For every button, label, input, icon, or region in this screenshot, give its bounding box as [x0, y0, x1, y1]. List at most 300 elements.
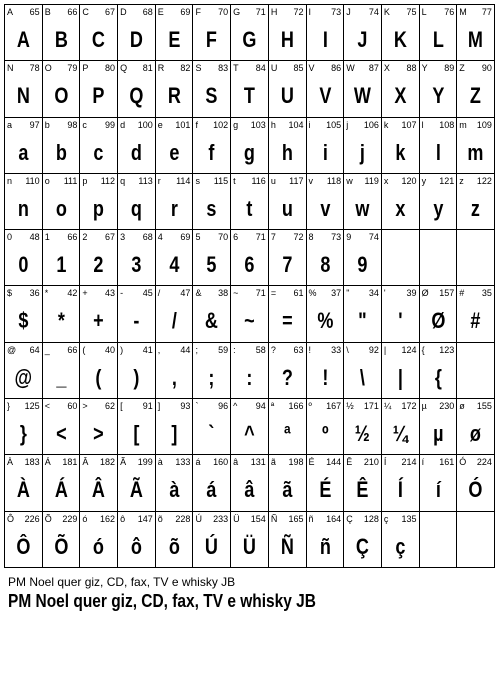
- glyph-code-label: 43: [105, 288, 116, 299]
- glyph-label: [195, 63, 228, 73]
- glyph-label: [82, 232, 115, 242]
- glyph-char-label: Õ: [44, 513, 52, 524]
- glyph-char-label: *: [44, 288, 49, 299]
- glyph-label: [45, 514, 78, 524]
- glyph-char-label: Ó: [459, 457, 467, 468]
- glyph-label: [195, 288, 228, 298]
- glyph-label: [384, 7, 417, 17]
- glyph-label: [233, 345, 266, 355]
- glyph-cell: [344, 230, 382, 286]
- glyph-cell: [307, 230, 345, 286]
- glyph-cell: [80, 399, 118, 455]
- glyph-cell: [382, 399, 420, 455]
- glyph-char-label: r: [157, 175, 161, 186]
- glyph-code-label: 79: [67, 63, 78, 74]
- glyph-label: [346, 176, 379, 186]
- glyph-cell: [269, 118, 307, 174]
- glyph-sample: 5: [206, 252, 217, 278]
- glyph-label: [271, 7, 304, 17]
- glyph-char-label: +: [82, 288, 88, 299]
- glyph-cell: [457, 512, 495, 568]
- glyph-code-label: 67: [105, 7, 116, 17]
- glyph-char-label: p: [82, 175, 88, 186]
- glyph-label: [459, 7, 492, 17]
- glyph-code-label: 88: [406, 63, 417, 74]
- glyph-code-label: 128: [363, 513, 379, 524]
- glyph-cell: [382, 5, 420, 61]
- glyph-label: [82, 176, 115, 186]
- glyph-row: [5, 286, 495, 342]
- glyph-code-label: 61: [293, 288, 304, 299]
- glyph-code-label: 85: [293, 63, 304, 74]
- glyph-sample: o: [55, 195, 67, 221]
- glyph-label: [158, 457, 191, 467]
- glyph-char-label: &: [195, 288, 202, 299]
- glyph-cell: [269, 455, 307, 511]
- glyph-label: [384, 345, 417, 355]
- glyph-cell: [231, 61, 269, 117]
- glyph-sample: ;: [208, 364, 215, 390]
- glyph-code-label: 82: [180, 63, 191, 74]
- glyph-code-label: 165: [288, 513, 304, 524]
- glyph-char-label: _: [44, 344, 50, 355]
- glyph-char-label: z: [459, 175, 464, 186]
- glyph-sample: µ: [432, 421, 444, 447]
- glyph-char-label: C: [82, 7, 89, 17]
- glyph-label: [346, 457, 379, 467]
- glyph-char-label: 2: [82, 232, 88, 243]
- glyph-cell: [156, 61, 194, 117]
- glyph-sample: i: [322, 139, 328, 165]
- glyph-sample: Õ: [54, 533, 69, 559]
- glyph-char-label: º: [308, 401, 312, 412]
- glyph-char-label: <: [44, 401, 50, 412]
- glyph-code-label: 80: [105, 63, 116, 74]
- glyph-cell: [420, 174, 458, 230]
- glyph-char-label: b: [44, 119, 50, 130]
- glyph-sample: Ü: [242, 533, 256, 559]
- glyph-label: [459, 176, 492, 186]
- glyph-cell: [231, 455, 269, 511]
- glyph-code-label: 115: [213, 175, 229, 186]
- glyph-label: [346, 232, 379, 242]
- glyph-sample: #: [470, 308, 481, 334]
- glyph-code-label: 72: [293, 232, 304, 243]
- glyph-char-label: y: [421, 175, 427, 186]
- glyph-label: [346, 514, 379, 524]
- glyph-sample: t: [246, 195, 253, 221]
- glyph-char-label: 8: [308, 232, 314, 243]
- glyph-sample: C: [92, 27, 106, 52]
- glyph-label: [195, 120, 228, 130]
- glyph-code-label: 92: [368, 344, 379, 355]
- glyph-code-label: 90: [481, 63, 492, 74]
- glyph-sample: u: [281, 195, 293, 221]
- glyph-char-label: t: [233, 175, 236, 186]
- glyph-cell: [5, 455, 43, 511]
- glyph-cell: [457, 174, 495, 230]
- glyph-sample: O: [54, 83, 69, 109]
- glyph-code-label: 107: [401, 119, 417, 130]
- glyph-code-label: 45: [142, 288, 153, 299]
- glyph-row: [5, 512, 495, 568]
- glyph-label: [7, 457, 40, 467]
- glyph-code-label: 66: [67, 344, 78, 355]
- glyph-label: [82, 514, 115, 524]
- glyph-code-label: 38: [218, 288, 229, 299]
- glyph-sample: -: [133, 308, 140, 334]
- glyph-char-label: >: [82, 401, 88, 412]
- glyph-sample: í: [435, 477, 441, 503]
- glyph-sample: }: [19, 421, 27, 447]
- glyph-char-label: X: [383, 63, 390, 74]
- glyph-label: [422, 176, 455, 186]
- glyph-row: [5, 399, 495, 455]
- glyph-code-label: 40: [105, 344, 116, 355]
- glyph-code-label: 73: [331, 7, 342, 17]
- glyph-row: [5, 118, 495, 174]
- glyph-cell: [118, 343, 156, 399]
- glyph-sample: N: [16, 83, 30, 109]
- glyph-code-label: 123: [439, 344, 455, 355]
- glyph-code-label: 106: [363, 119, 379, 130]
- glyph-cell: [382, 343, 420, 399]
- glyph-code-label: 66: [67, 232, 78, 243]
- glyph-char-label: ]: [157, 401, 161, 412]
- glyph-label: [158, 288, 191, 298]
- glyph-cell: [5, 286, 43, 342]
- glyph-code-label: 72: [293, 7, 304, 17]
- glyph-label: [271, 514, 304, 524]
- glyph-label: [384, 176, 417, 186]
- glyph-char-label: W: [346, 63, 355, 74]
- glyph-char-label: n: [7, 175, 13, 186]
- glyph-char-label: ,: [157, 344, 161, 355]
- glyph-code-label: 112: [100, 175, 116, 186]
- glyph-char-label: {: [421, 344, 425, 355]
- glyph-code-label: 65: [29, 7, 40, 17]
- glyph-sample: E: [168, 27, 181, 52]
- glyph-cell: [231, 174, 269, 230]
- glyph-code-label: 81: [142, 63, 153, 74]
- glyph-char-label: ~: [233, 288, 239, 299]
- glyph-label: [384, 514, 417, 524]
- glyph-cell: [382, 118, 420, 174]
- glyph-code-label: 71: [255, 288, 266, 299]
- glyph-label: [82, 288, 115, 298]
- glyph-sample: *: [57, 308, 65, 334]
- glyph-sample: <: [55, 421, 67, 447]
- glyph-sample: ^: [244, 421, 255, 447]
- glyph-char-label: w: [346, 175, 353, 186]
- glyph-label: [459, 401, 492, 411]
- glyph-code-label: 182: [100, 457, 116, 468]
- glyph-code-label: 154: [250, 513, 266, 524]
- glyph-sample: $: [18, 308, 29, 334]
- glyph-label: [158, 232, 191, 242]
- glyph-sample: +: [93, 308, 104, 334]
- glyph-cell: [457, 118, 495, 174]
- glyph-code-label: 167: [326, 401, 342, 412]
- glyph-cell: [80, 286, 118, 342]
- glyph-sample: 4: [169, 252, 180, 278]
- glyph-cell: [43, 230, 81, 286]
- glyph-label: [233, 288, 266, 298]
- glyph-sample: `: [208, 421, 215, 447]
- glyph-sample: Ñ: [280, 533, 294, 559]
- glyph-cell: [5, 512, 43, 568]
- glyph-code-label: 47: [180, 288, 191, 299]
- glyph-cell: [43, 174, 81, 230]
- glyph-code-label: 69: [180, 7, 191, 17]
- glyph-cell: [269, 286, 307, 342]
- glyph-label: [459, 120, 492, 130]
- glyph-cell: [5, 174, 43, 230]
- glyph-code-label: 76: [444, 7, 455, 17]
- glyph-cell: [118, 286, 156, 342]
- glyph-sample: Í: [397, 477, 403, 503]
- glyph-label: [271, 232, 304, 242]
- glyph-code-label: 66: [67, 7, 78, 17]
- glyph-char-label: e: [157, 119, 163, 130]
- glyph-label: [82, 120, 115, 130]
- glyph-code-label: 230: [439, 401, 455, 412]
- glyph-cell: [156, 343, 194, 399]
- glyph-label: [158, 401, 191, 411]
- glyph-cell: [5, 61, 43, 117]
- glyph-cell: [420, 399, 458, 455]
- glyph-label: [7, 232, 40, 242]
- glyph-char-label: B: [44, 7, 51, 17]
- glyph-code-label: 33: [331, 344, 342, 355]
- glyph-code-label: 84: [255, 63, 266, 74]
- glyph-cell: [118, 455, 156, 511]
- glyph-cell: [269, 5, 307, 61]
- glyph-char-label: ã: [270, 457, 276, 468]
- glyph-cell: [344, 174, 382, 230]
- glyph-char-label: Á: [44, 457, 51, 468]
- glyph-label: [120, 232, 153, 242]
- glyph-code-label: 144: [326, 457, 342, 468]
- glyph-sample: ó: [93, 533, 105, 559]
- glyph-label: [82, 457, 115, 467]
- glyph-sample: G: [242, 27, 257, 52]
- glyph-label: [195, 401, 228, 411]
- glyph-sample: 1: [56, 252, 67, 278]
- glyph-code-label: 67: [105, 232, 116, 243]
- glyph-char-label: ": [346, 288, 350, 299]
- glyph-char-label: 3: [120, 232, 126, 243]
- glyph-char-label: N: [7, 63, 14, 74]
- glyph-label: [7, 401, 40, 411]
- glyph-code-label: 224: [476, 457, 492, 468]
- glyph-cell: [43, 399, 81, 455]
- glyph-sample: Ô: [16, 533, 31, 559]
- glyph-cell: [156, 174, 194, 230]
- glyph-char-label: 5: [195, 232, 201, 243]
- glyph-label: [384, 288, 417, 298]
- glyph-char-label: Ú: [195, 513, 202, 524]
- glyph-char-label: ô: [120, 513, 126, 524]
- glyph-char-label: Ã: [120, 457, 127, 468]
- glyph-cell: [420, 61, 458, 117]
- glyph-cell: [269, 230, 307, 286]
- glyph-char-label: Í: [383, 457, 387, 468]
- glyph-label: [309, 514, 342, 524]
- glyph-sample: H: [280, 27, 294, 52]
- glyph-code-label: 91: [142, 401, 153, 412]
- glyph-label: [7, 514, 40, 524]
- glyph-sample: À: [16, 477, 30, 503]
- glyph-code-label: 70: [218, 232, 229, 243]
- glyph-label: [7, 176, 40, 186]
- glyph-cell: [43, 286, 81, 342]
- glyph-char-label: á: [195, 457, 201, 468]
- glyph-code-label: 155: [476, 401, 492, 412]
- glyph-char-label: ¼: [383, 401, 392, 412]
- glyph-sample: ç: [395, 533, 406, 559]
- glyph-sample: Q: [129, 83, 144, 109]
- glyph-sample: p: [93, 195, 105, 221]
- glyph-code-label: 229: [62, 513, 78, 524]
- glyph-label: [120, 401, 153, 411]
- glyph-code-label: 183: [24, 457, 40, 468]
- glyph-code-label: 103: [250, 119, 266, 130]
- glyph-sample: /: [171, 308, 177, 334]
- glyph-char-label: 9: [346, 232, 352, 243]
- glyph-char-label: Z: [459, 63, 465, 74]
- glyph-code-label: 62: [105, 401, 116, 412]
- glyph-cell: [307, 399, 345, 455]
- glyph-code-label: 109: [476, 119, 492, 130]
- glyph-cell: [457, 343, 495, 399]
- glyph-cell: [344, 5, 382, 61]
- glyph-char-label: l: [421, 119, 424, 130]
- glyph-label: [309, 232, 342, 242]
- glyph-sample: \: [360, 364, 366, 390]
- glyph-code-label: 166: [288, 401, 304, 412]
- glyph-cell: [156, 399, 194, 455]
- glyph-cell: [80, 118, 118, 174]
- glyph-char-label: !: [308, 344, 312, 355]
- glyph-char-label: c: [82, 119, 87, 130]
- glyph-cell: [231, 5, 269, 61]
- glyph-char-label: A: [7, 7, 14, 17]
- glyph-char-label: k: [383, 119, 389, 130]
- glyph-row: [5, 5, 495, 61]
- glyph-sample: á: [206, 477, 217, 503]
- glyph-char-label: Ü: [233, 513, 240, 524]
- glyph-label: [158, 120, 191, 130]
- glyph-label: [195, 176, 228, 186]
- glyph-code-label: 135: [401, 513, 417, 524]
- glyph-label: [45, 401, 78, 411]
- glyph-cell: [307, 61, 345, 117]
- glyph-sample: (: [95, 364, 102, 390]
- glyph-code-label: 181: [62, 457, 78, 468]
- glyph-label: [45, 63, 78, 73]
- glyph-code-label: 157: [439, 288, 455, 299]
- glyph-sample: b: [55, 139, 67, 165]
- glyph-sample: :: [246, 364, 253, 390]
- glyph-sample: à: [169, 477, 180, 503]
- glyph-label: [7, 345, 40, 355]
- glyph-label: [82, 401, 115, 411]
- glyph-sample: Ó: [468, 477, 483, 503]
- glyph-char-label: 7: [270, 232, 276, 243]
- glyph-code-label: 35: [481, 288, 492, 299]
- glyph-label: [271, 63, 304, 73]
- glyph-cell: [156, 230, 194, 286]
- glyph-code-label: 59: [218, 344, 229, 355]
- glyph-code-label: 60: [67, 401, 78, 412]
- glyph-char-label: H: [270, 7, 278, 17]
- glyph-code-label: 119: [364, 175, 379, 186]
- glyph-cell: [382, 174, 420, 230]
- glyph-cell: [457, 230, 495, 286]
- glyph-sample: Ê: [356, 477, 369, 503]
- glyph-sample: X: [394, 83, 407, 109]
- glyph-code-label: 83: [218, 63, 229, 74]
- glyph-cell: [193, 399, 231, 455]
- glyph-code-label: 71: [255, 232, 266, 243]
- glyph-label: [195, 345, 228, 355]
- glyph-sample: r: [170, 195, 178, 221]
- glyph-sample: J: [357, 27, 368, 52]
- glyph-code-label: 117: [289, 175, 304, 186]
- glyph-label: [120, 63, 153, 73]
- glyph-code-label: 210: [363, 457, 379, 468]
- glyph-code-label: 116: [251, 175, 266, 186]
- glyph-sample: B: [54, 27, 68, 52]
- glyph-char-label: ñ: [308, 513, 314, 524]
- glyph-label: [459, 457, 492, 467]
- glyph-cell: [193, 230, 231, 286]
- glyph-label: [271, 457, 304, 467]
- glyph-cell: [5, 399, 43, 455]
- glyph-cell: [307, 343, 345, 399]
- glyph-label: [120, 288, 153, 298]
- glyph-char-label: Ç: [346, 513, 353, 524]
- glyph-label: [7, 120, 40, 130]
- glyph-char-label: ç: [383, 513, 389, 524]
- glyph-sample: l: [435, 139, 441, 165]
- glyph-sample: õ: [168, 533, 180, 559]
- glyph-cell: [43, 5, 81, 61]
- glyph-cell: [156, 512, 194, 568]
- glyph-cell: [269, 343, 307, 399]
- glyph-label: [120, 514, 153, 524]
- glyph-cell: [420, 343, 458, 399]
- glyph-label: [195, 7, 228, 17]
- glyph-code-label: 228: [175, 513, 191, 524]
- glyph-label: [158, 345, 191, 355]
- glyph-label: [309, 176, 342, 186]
- glyph-sample: D: [129, 27, 143, 52]
- glyph-code-label: 120: [401, 175, 417, 186]
- glyph-cell: [382, 512, 420, 568]
- glyph-cell: [5, 230, 43, 286]
- glyph-code-label: 71: [255, 7, 266, 17]
- glyph-label: [158, 7, 191, 17]
- glyph-cell: [193, 5, 231, 61]
- glyph-label: [233, 457, 266, 467]
- glyph-code-label: 74: [368, 7, 379, 17]
- glyph-char-label: }: [7, 401, 11, 412]
- glyph-cell: [80, 343, 118, 399]
- glyph-code-label: 198: [288, 457, 304, 468]
- glyph-label: [45, 7, 78, 17]
